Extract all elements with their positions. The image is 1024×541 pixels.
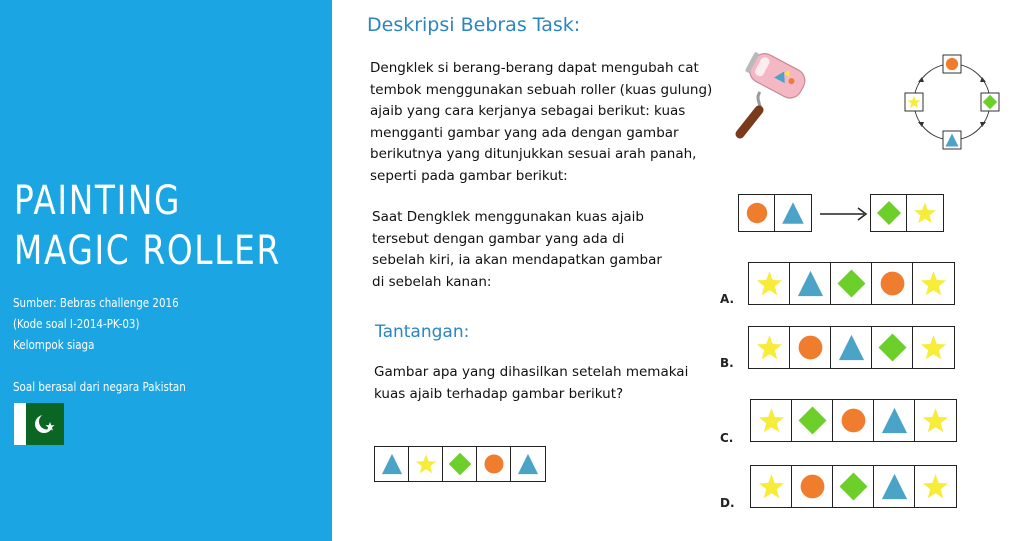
challenge-line: kuas ajaib terhadap gambar berikut? (374, 385, 624, 402)
description-line: tembok menggunakan sebuah roller (kuas gulung) (370, 81, 713, 98)
challenge-line: Gambar apa yang dihasilkan setelah memakai (374, 364, 689, 380)
description-line: mengganti gambar yang ada dengan gambar (370, 124, 679, 141)
star-shape-icon (913, 263, 954, 304)
description-line: seperti pada gambar berikut: (370, 167, 568, 184)
circle-shape-icon (739, 195, 775, 231)
triangle-shape-icon (831, 327, 872, 368)
diamond-shape-icon (833, 466, 874, 507)
challenge-paragraph (374, 362, 688, 405)
star-shape-icon (915, 466, 956, 507)
triangle-shape-icon (874, 466, 915, 507)
star-shape-icon (749, 327, 790, 368)
example-after-strip (870, 194, 944, 232)
option-c-strip[interactable] (750, 399, 957, 442)
triangle-shape-icon (790, 263, 831, 304)
description-line: berikutnya yang ditunjukkan sesuai arah panah, (370, 146, 697, 162)
pakistan-flag-icon (14, 403, 64, 445)
cycle-star-icon (905, 93, 923, 111)
circle-shape-icon (792, 466, 833, 507)
diamond-shape-icon (792, 400, 833, 441)
challenge-heading: Tantangan: (375, 322, 470, 342)
example-line: sebelah kiri, ia akan mendapatkan gambar (372, 252, 662, 268)
group-text: Kelompok siaga (13, 338, 95, 352)
option-c-label[interactable]: C. (720, 431, 734, 445)
description-heading: Deskripsi Bebras Task: (367, 14, 581, 36)
circle-shape-icon (790, 327, 831, 368)
star-shape-icon (907, 195, 943, 231)
option-d-strip[interactable] (750, 465, 957, 508)
left-panel (0, 0, 332, 541)
example-line: Saat Dengklek menggunakan kuas ajaib (372, 209, 644, 225)
cycle-circle-icon (943, 55, 961, 73)
diamond-shape-icon (872, 327, 913, 368)
origin-text: Soal berasal dari negara Pakistan (13, 380, 186, 394)
option-b-strip[interactable] (748, 326, 955, 369)
diamond-shape-icon (443, 447, 477, 481)
option-b-label[interactable]: B. (720, 356, 734, 370)
circle-shape-icon (477, 447, 511, 481)
arrow-right-icon (820, 204, 872, 224)
star-shape-icon (749, 263, 790, 304)
option-a-label[interactable]: A. (720, 292, 735, 306)
slide-title-line2: MAGIC ROLLER (14, 228, 281, 274)
circle-shape-icon (872, 263, 913, 304)
cycle-diamond-icon (981, 93, 999, 111)
star-shape-icon (751, 400, 792, 441)
option-d-label[interactable]: D. (720, 496, 735, 510)
paint-roller-icon (730, 48, 820, 140)
description-line: ajaib yang cara kerjanya sebagai berikut: kuas (370, 103, 686, 119)
circle-shape-icon (833, 400, 874, 441)
option-a-strip[interactable] (748, 262, 955, 305)
triangle-shape-icon (874, 400, 915, 441)
slide-title (14, 176, 281, 276)
source-text: Sumber: Bebras challenge 2016 (13, 296, 179, 310)
example-paragraph (372, 207, 662, 293)
diamond-shape-icon (871, 195, 907, 231)
example-before-strip (738, 194, 812, 232)
cycle-triangle-icon (943, 131, 961, 149)
triangle-shape-icon (511, 447, 545, 481)
description-paragraph (370, 58, 712, 187)
example-line: di sebelah kanan: (372, 273, 492, 290)
triangle-shape-icon (375, 447, 409, 481)
star-shape-icon (913, 327, 954, 368)
example-line: tersebut dengan gambar yang ada di (372, 230, 625, 247)
star-shape-icon (915, 400, 956, 441)
cycle-diagram (900, 52, 1004, 152)
triangle-shape-icon (775, 195, 811, 231)
question-strip (374, 446, 546, 482)
slide-title-line1: PAINTING (14, 178, 182, 224)
description-line: Dengklek si berang-berang dapat mengubah cat (370, 60, 699, 76)
star-shape-icon (751, 466, 792, 507)
diamond-shape-icon (831, 263, 872, 304)
task-code-text: (Kode soal I-2014-PK-03) (13, 317, 140, 331)
star-shape-icon (409, 447, 443, 481)
